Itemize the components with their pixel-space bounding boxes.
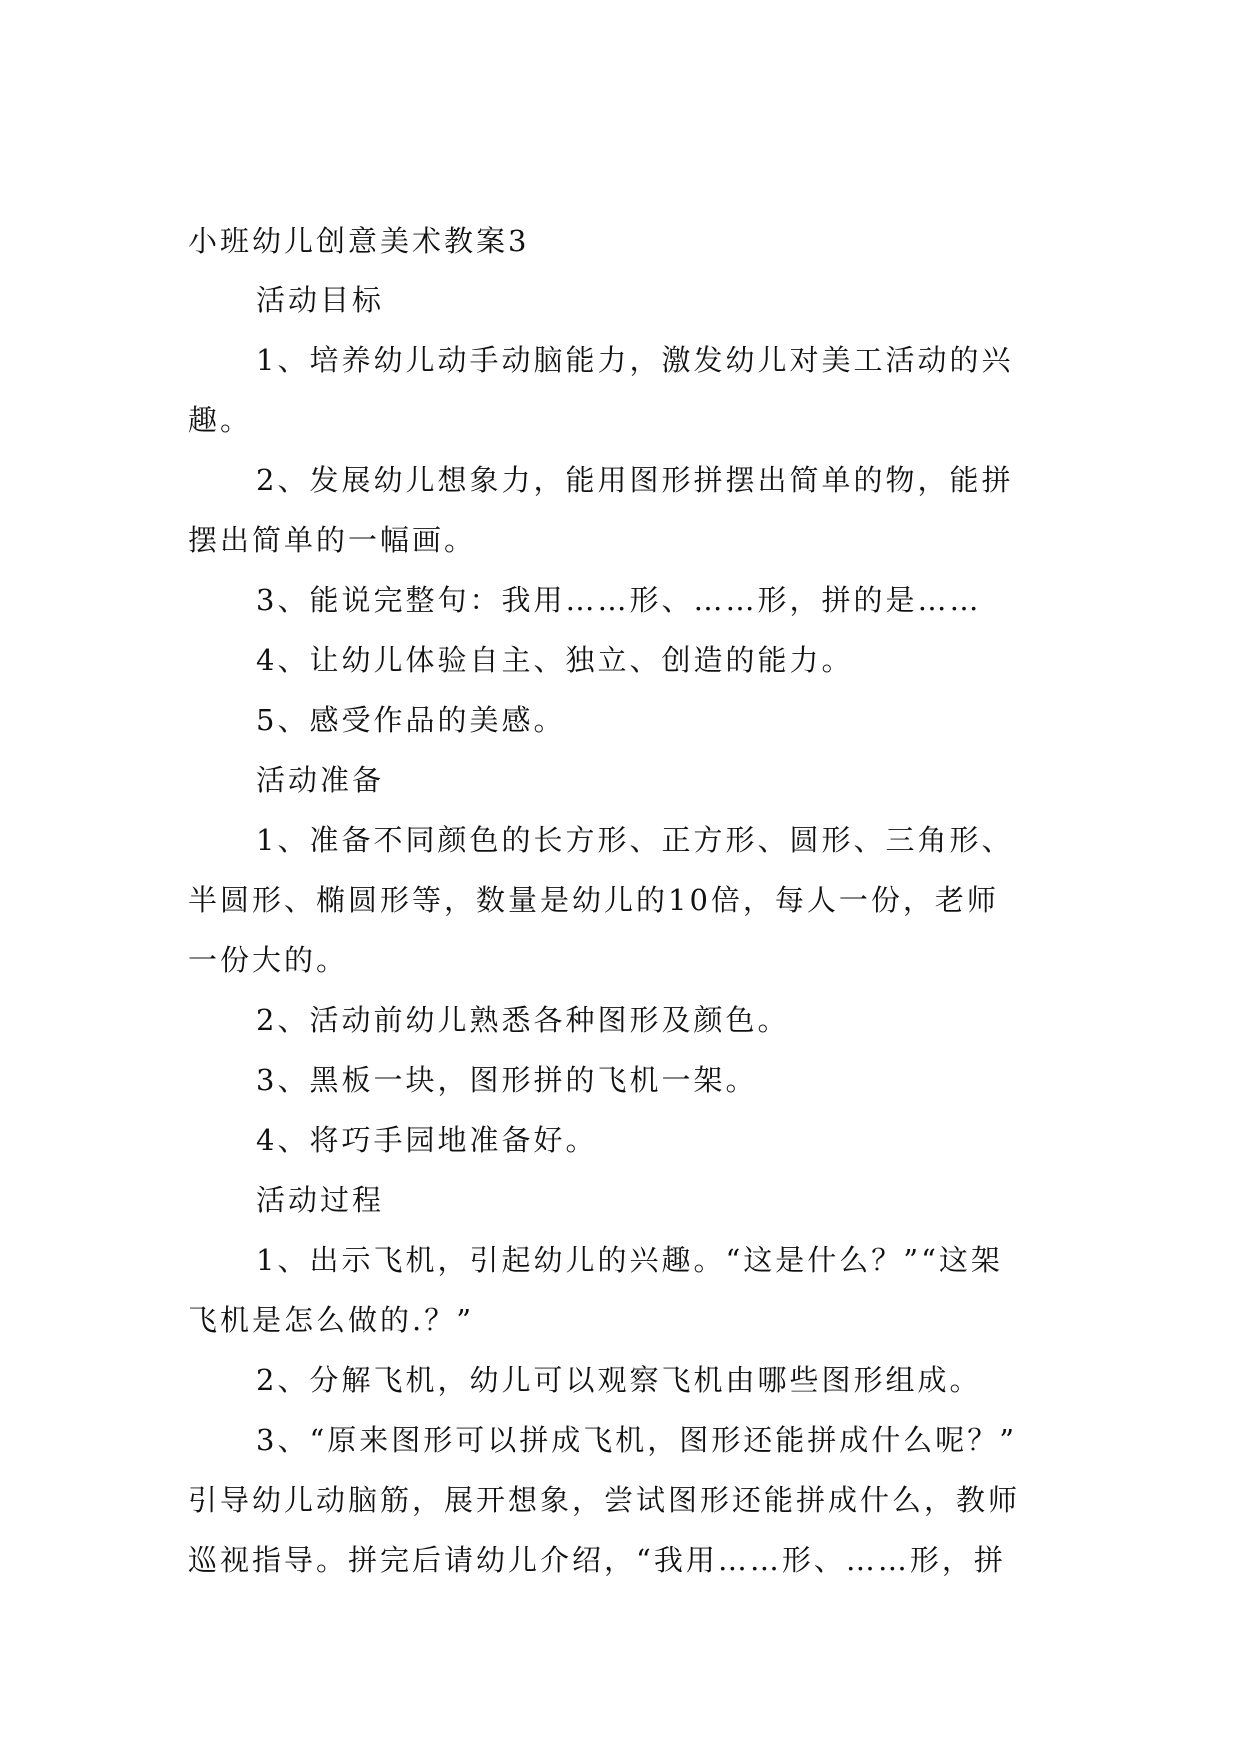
paragraph-line: 飞机是怎么做的.？” bbox=[188, 1303, 475, 1337]
paragraph-line: 摆出简单的一幅画。 bbox=[188, 523, 477, 557]
paragraph-line: 2、活动前幼儿熟悉各种图形及颜色。 bbox=[256, 1003, 790, 1037]
paragraph-line: 3、“原来图形可以拼成飞机，图形还能拼成什么呢？” bbox=[256, 1423, 1018, 1457]
paragraph-line: 3、能说完整句：我用……形、……形，拼的是…… bbox=[256, 583, 982, 617]
paragraph-line: 1、出示飞机，引起幼儿的兴趣。“这是什么？”“这架 bbox=[256, 1243, 1003, 1277]
paragraph-line: 引导幼儿动脑筋，展开想象，尝试图形还能拼成什么，教师 bbox=[188, 1483, 1021, 1517]
paragraph-line: 1、培养幼儿动手动脑能力，激发幼儿对美工活动的兴 bbox=[256, 343, 1014, 377]
paragraph-line: 2、分解飞机，幼儿可以观察飞机由哪些图形组成。 bbox=[256, 1363, 982, 1397]
section-heading-process: 活动过程 bbox=[256, 1183, 385, 1217]
paragraph-line: 3、黑板一块，图形拼的飞机一架。 bbox=[256, 1063, 758, 1097]
paragraph-line: 趣。 bbox=[188, 403, 253, 437]
document-title: 小班幼儿创意美术教案3 bbox=[188, 224, 530, 258]
paragraph-line: 4、将巧手园地准备好。 bbox=[256, 1123, 598, 1157]
paragraph-line: 5、感受作品的美感。 bbox=[256, 703, 566, 737]
paragraph-line: 半圆形、椭圆形等，数量是幼儿的10倍，每人一份，老师 bbox=[188, 883, 999, 917]
paragraph-line: 4、让幼儿体验自主、独立、创造的能力。 bbox=[256, 643, 854, 677]
section-heading-preparation: 活动准备 bbox=[256, 763, 385, 797]
paragraph-line: 1、准备不同颜色的长方形、正方形、圆形、三角形、 bbox=[256, 823, 1014, 857]
paragraph-line: 2、发展幼儿想象力，能用图形拼摆出简单的物，能拼 bbox=[256, 463, 1014, 497]
section-heading-goals: 活动目标 bbox=[256, 283, 385, 317]
paragraph-line: 一份大的。 bbox=[188, 943, 349, 977]
paragraph-line: 巡视指导。拼完后请幼儿介绍，“我用……形、……形，拼 bbox=[188, 1543, 1006, 1577]
